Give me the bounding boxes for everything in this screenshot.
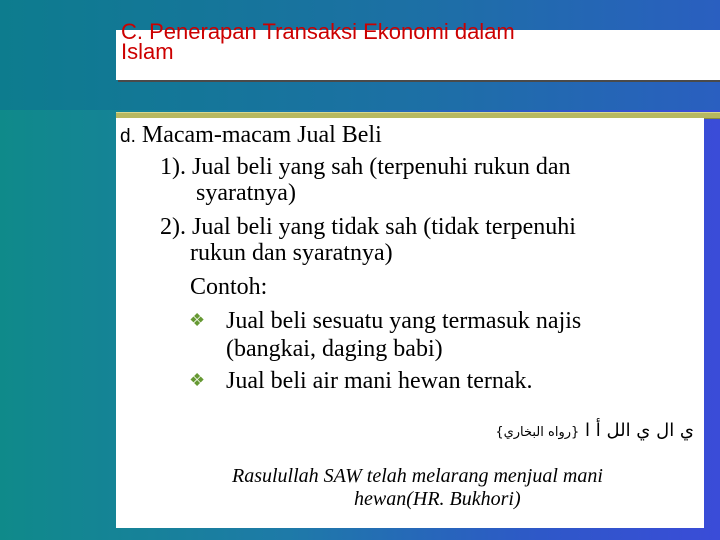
section-heading	[120, 122, 382, 150]
slide-title	[121, 19, 681, 64]
item-2-line-2: rukun dan syaratnya)	[190, 240, 393, 266]
example-bullet-1-line-2: (bangkai, daging babi)	[226, 336, 443, 362]
example-bullet-1-line-1: Jual beli sesuatu yang termasuk najis	[226, 308, 582, 334]
item-1-line-2: syaratnya)	[196, 180, 296, 206]
diamond-bullet-icon: ❖	[189, 370, 206, 390]
hadith-arabic-text: ي ال ي الل أ ا	[585, 420, 694, 441]
hadith-arabic	[495, 420, 694, 441]
item-2-line-1: 2). Jual beli yang tidak sah (tidak terpenuhi	[160, 214, 576, 240]
section-heading-text: Macam-macam Jual Beli	[141, 122, 382, 148]
section-marker: d.	[120, 126, 136, 147]
hadith-reference: {رواه البخاري}	[495, 425, 580, 440]
title-line-1: C. Penerapan Transaksi Ekonomi dalam	[121, 19, 515, 44]
example-bullet-2: Jual beli air mani hewan ternak.	[226, 368, 533, 394]
hadith-translation-line-2: hewan(HR. Bukhori)	[354, 488, 521, 510]
item-1-line-1: 1). Jual beli yang sah (terpenuhi rukun dan	[160, 154, 571, 180]
diamond-bullet-icon: ❖	[189, 310, 206, 330]
hadith-translation-line-1: Rasulullah SAW telah melarang menjual mani	[232, 465, 603, 487]
title-line-2: Islam	[121, 39, 174, 64]
example-label: Contoh:	[190, 274, 268, 300]
